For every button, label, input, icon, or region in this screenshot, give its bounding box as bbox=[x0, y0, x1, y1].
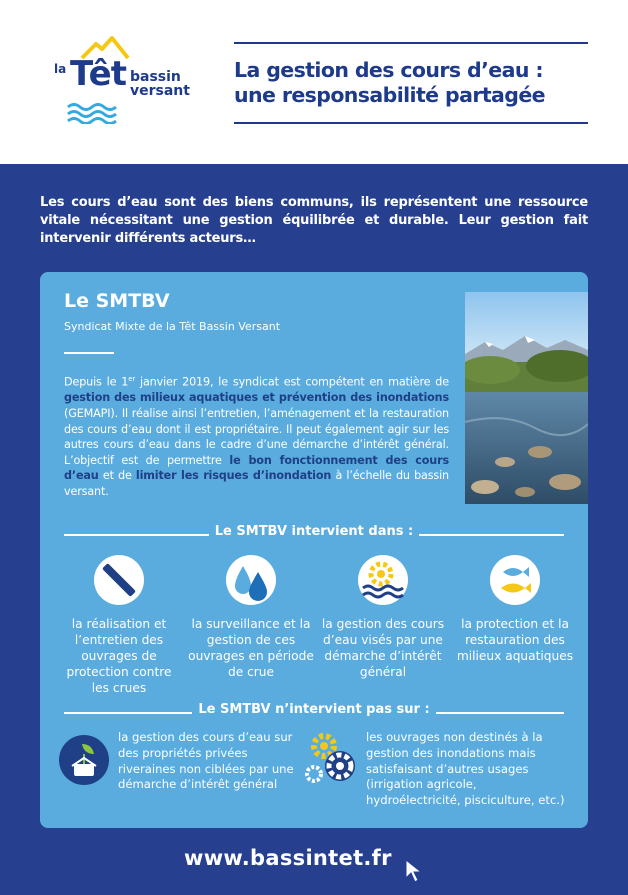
water-drops-icon bbox=[225, 554, 277, 606]
intervient-item-4: la protection et la restauration des milieux aquatiques bbox=[452, 554, 578, 664]
intervient-heading: Le SMTBV intervient dans : bbox=[64, 524, 564, 544]
fish-icon bbox=[489, 554, 541, 606]
header bbox=[0, 0, 628, 164]
intervient-item-1: la réalisation et l’entretien des ouvrages de protection contre les crues bbox=[56, 554, 182, 696]
intro-text: Les cours d’eau sont des biens communs, ils représentent une ressource vitale nécessitant une gestion équilibrée et durable. Leur gestion fait intervenir différents acteurs… bbox=[40, 195, 588, 246]
river-photo bbox=[465, 292, 588, 504]
logo-tet: Têt bbox=[70, 54, 126, 94]
logo-bassin-versant: bassin versant bbox=[130, 69, 190, 99]
gears-icon bbox=[304, 732, 362, 788]
divider bbox=[64, 352, 114, 354]
website-link[interactable]: www.bassintet.fr bbox=[184, 846, 392, 870]
property-leaf-icon bbox=[58, 734, 110, 786]
intervient-item-2: la surveillance et la gestion de ces ouvrages en période de crue bbox=[188, 554, 314, 680]
intervient-item-3: la gestion des cours d’eau visés par une démarche d’intérêt général bbox=[320, 554, 446, 680]
logo[interactable] bbox=[48, 36, 208, 128]
cursor-icon bbox=[404, 858, 426, 884]
page-title: La gestion des cours d’eau : une responsabilité partagée bbox=[234, 42, 588, 124]
tools-icon bbox=[93, 554, 145, 606]
gear-waves-icon bbox=[357, 554, 409, 606]
smtbv-panel: Le SMTBV Syndicat Mixte de la Têt Bassin Versant Depuis le 1er janvier 2019, le syndicat est compétent en matière de gestion des milieux aquatiques et prévention des inondations (GEMAPI). Il réalise ainsi l’entretien, l’aménagement et la restauration des cours d’eau dont il est propriétaire. Il peut également agir sur les autres cours d’eau dans le cadre d’une démarche d’intérêt général. L’objectif est de permettre le bon fonctionnement des cours d’eau et de limiter les risques d’inondation à l’échelle du bassin versant. Le SMTBV intervient dans : la réalisation et l’entretien des ouvrages de protection contre les crues la surveillance et la gestion de ces ouvrages en période de crue la gestion des cours d’eau visés par une démarche d’intérêt général la protection et la restauration des milieux aquatiques Le SMTBV n’intervient pas sur : la gestion des cours d’eau sur des propriétés privées riveraines non ciblées par une démarche d’intérêt général les ouvrages non destinés à la gestion des inondations mais satisfaisant d’autres usages (irrigation agricole, hydroélectricité, pisciculture, etc.) bbox=[40, 272, 588, 828]
smtbv-body: Depuis le 1er janvier 2019, le syndicat est compétent en matière de gestion des milieux aquatiques et prévention des inondations (GEMAPI). Il réalise ainsi l’entretien, l’aménagement et la restauration des cours d’eau dont il est propriétaire. Il peut également agir sur les autres cours d’eau dans le cadre d’une démarche d’intérêt général. L’objectif est de permettre le bon fonctionnement des cours d’eau et de limiter les risques d’inondation à l’échelle du bassin versant. bbox=[64, 375, 449, 498]
waves-logo-icon bbox=[66, 102, 122, 124]
smtbv-subtitle: Syndicat Mixte de la Têt Bassin Versant bbox=[64, 320, 281, 333]
non-intervient-heading: Le SMTBV n’intervient pas sur : bbox=[64, 702, 564, 722]
logo-la: la bbox=[54, 62, 67, 76]
smtbv-title: Le SMTBV bbox=[64, 290, 170, 312]
